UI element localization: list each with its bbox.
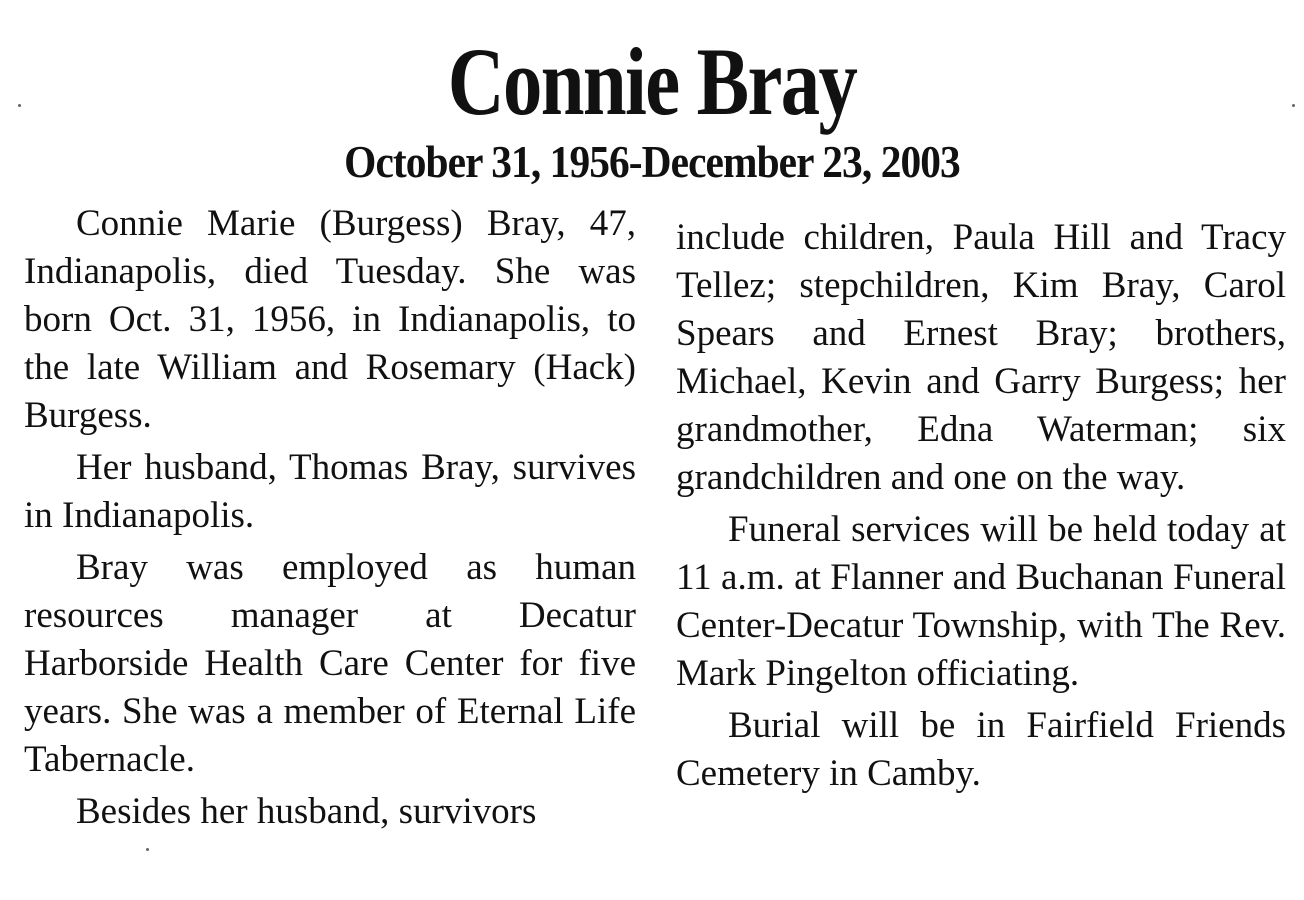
obituary-name-heading: Connie Bray bbox=[447, 28, 857, 135]
right-column bbox=[676, 214, 1286, 802]
paragraph-death-notice: Connie Marie (Burgess) Bray, 47, Indianapolis, died Tuesday. She was born Oct. 31, 1956, in Indianapolis, to the late William and Rosemary (Hack) Burgess. bbox=[24, 203, 636, 436]
paragraph-employment: Bray was employed as human resources manager at Decatur Harborside Health Care Center for five years. She was a member of Eternal Life Tabernacle. bbox=[24, 547, 636, 780]
paragraph-funeral-services: Funeral services will be held today at 11 a.m. at Flanner and Buchanan Funeral Center-Decatur Township, with The Rev. Mark Pingelton officiating. bbox=[676, 509, 1286, 694]
paragraph-husband: Her husband, Thomas Bray, survives in Indianapolis. bbox=[24, 447, 636, 536]
print-speck bbox=[1292, 104, 1295, 107]
print-speck bbox=[18, 104, 21, 107]
paragraph-survivors-continued: include children, Paula Hill and Tracy Tellez; stepchildren, Kim Bray, Carol Spears and Ernest Bray; brothers, Michael, Kevin and Garry Burgess; her grandmother, Edna Waterman; six grandchildren and one on the way. bbox=[676, 217, 1286, 498]
paragraph-burial: Burial will be in Fairfield Friends Cemetery in Camby. bbox=[676, 705, 1286, 794]
left-column bbox=[24, 200, 636, 840]
print-speck bbox=[146, 848, 149, 851]
paragraph-survivors-start: Besides her husband, survivors bbox=[76, 791, 537, 832]
obituary-dates: October 31, 1956-December 23, 2003 bbox=[344, 137, 960, 187]
